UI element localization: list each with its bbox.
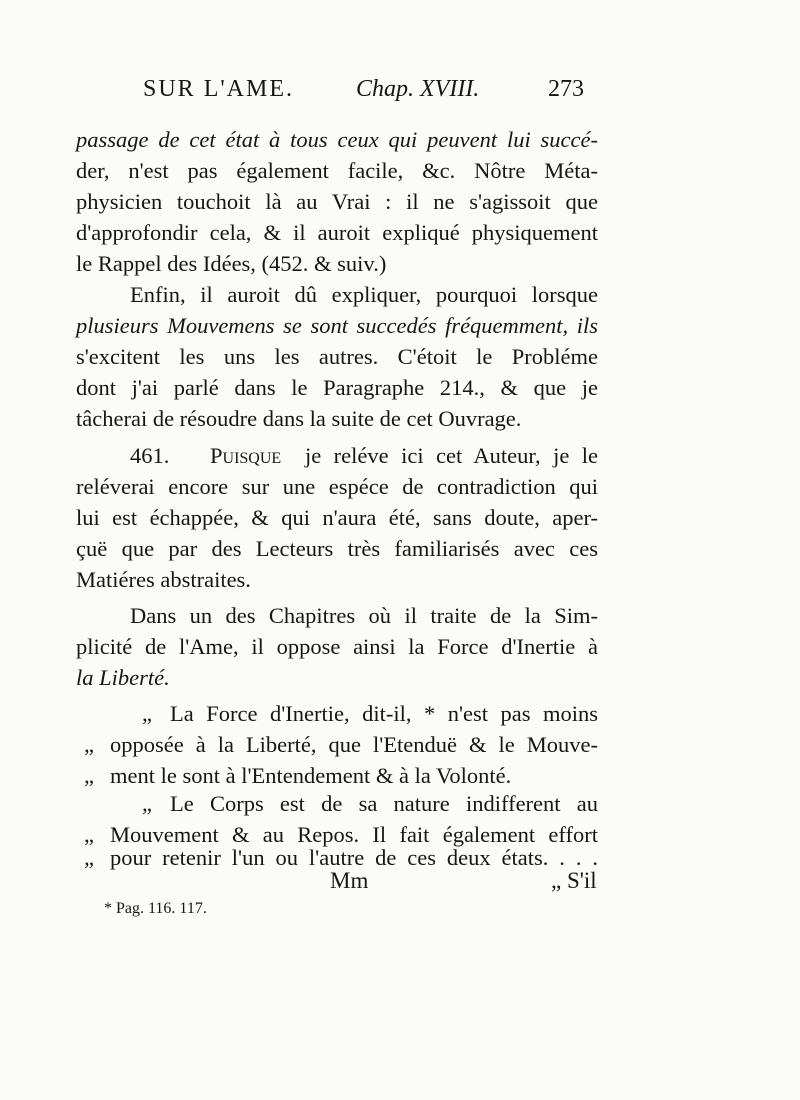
- catchword: „ S'il: [551, 868, 597, 893]
- quote-mark: „: [84, 763, 94, 788]
- text-line: çuë que par des Lecteurs très familiarisés avec ces: [76, 536, 598, 561]
- text-line: le Rappel des Idées, (452. & suiv.): [76, 251, 387, 276]
- text-line: lui est échappée, & qui n'aura été, sans doute, aper-: [76, 505, 598, 530]
- quote-mark: „: [84, 822, 94, 847]
- text-line: Matiéres abstraites.: [76, 567, 251, 592]
- text-line: tâcherai de résoudre dans la suite de cet Ouvrage.: [76, 406, 522, 431]
- lead-word: Puisque: [210, 443, 282, 468]
- quote-mark: „: [142, 791, 152, 816]
- text-line: passage de cet état à tous ceux qui peuvent lui succé-: [76, 127, 598, 152]
- quote-mark: „: [84, 845, 94, 870]
- chapter-label: Chap. XVIII.: [356, 76, 480, 102]
- text-line: la Liberté.: [76, 665, 170, 690]
- text-line: plicité de l'Ame, il oppose ainsi la Force d'Inertie à: [76, 634, 598, 659]
- text-line: d'approfondir cela, & il auroit expliqué physiquement: [76, 220, 598, 245]
- text-line: dont j'ai parlé dans le Paragraphe 214., & que je: [76, 375, 598, 400]
- text-line: Dans un des Chapitres où il traite de la Sim-: [130, 603, 598, 628]
- text-line: ment le sont à l'Entendement & à la Volonté.: [110, 763, 512, 788]
- quote-mark: „: [142, 701, 152, 726]
- paragraph-number: 461.: [130, 443, 170, 468]
- text-line: Le Corps est de sa nature indifferent au: [170, 791, 598, 816]
- signature-mark: Mm: [330, 868, 369, 893]
- text-line: pour retenir l'un ou l'autre de ces deux états. . . .: [110, 845, 598, 870]
- text-line: physicien touchoit là au Vrai : il ne s'agissoit que: [76, 189, 598, 214]
- footnote: * Pag. 116. 117.: [104, 900, 207, 917]
- text-line: je reléve ici cet Auteur, je le: [305, 443, 598, 468]
- text-line: der, n'est pas également facile, &c. Nôtre Méta-: [76, 158, 598, 183]
- quote-mark: „: [84, 732, 94, 757]
- text-line: La Force d'Inertie, dit-il, * n'est pas moins: [170, 701, 598, 726]
- page-number: 273: [548, 76, 584, 102]
- text-line: plusieurs Mouvemens se sont succedés fréquemment, ils: [76, 313, 598, 338]
- text-line: opposée à la Liberté, que l'Etenduë & le Mouve-: [110, 732, 598, 757]
- text-line: Enfin, il auroit dû expliquer, pourquoi lorsque: [130, 282, 598, 307]
- running-title: SUR L'AME.: [143, 76, 295, 102]
- text-line: reléverai encore sur une espéce de contradiction qui: [76, 474, 598, 499]
- text-line: s'excitent les uns les autres. C'étoit le Probléme: [76, 344, 598, 369]
- text-line: Mouvement & au Repos. Il fait également effort: [110, 822, 598, 847]
